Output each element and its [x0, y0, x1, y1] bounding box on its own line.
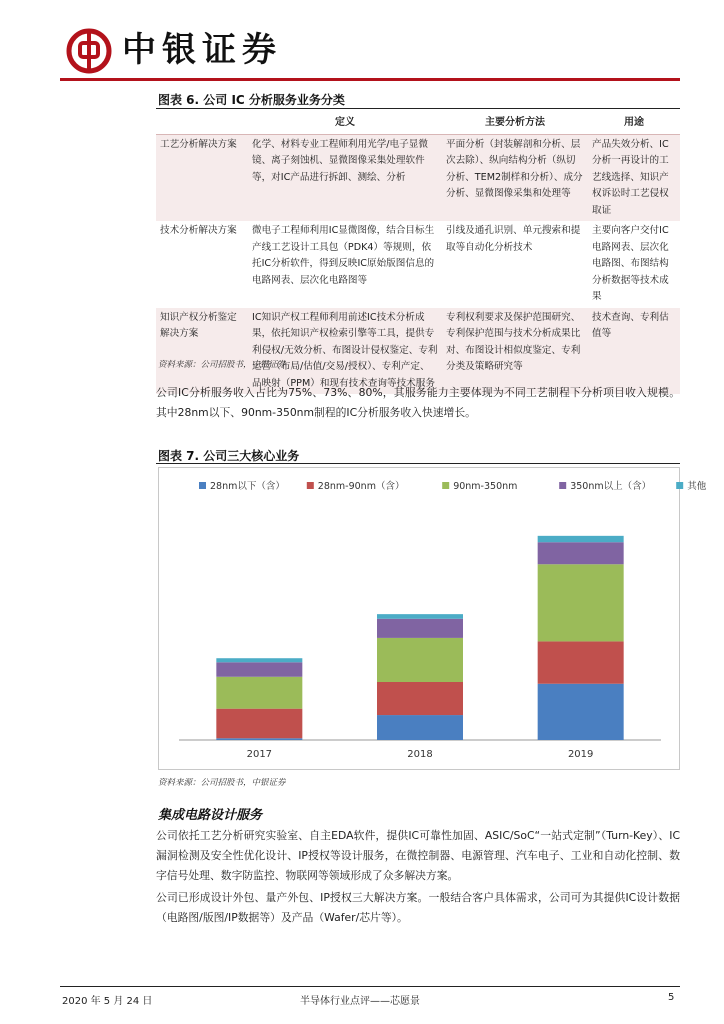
bar-segment	[216, 738, 302, 740]
section-heading: 集成电路设计服务	[158, 808, 263, 823]
body-paragraph: 公司IC分析服务收入占比为75%、73%、80%，其服务能力主要体现为不同工艺制程下分析项目收入规模。其中28nm以下、90nm-350nm制程的IC分析服务收入快速增长。	[156, 386, 680, 419]
row-usage: 产品失效分析、IC分析一再设计的工艺线选择、知识产权诉讼时工艺侵权取证	[588, 134, 680, 221]
bar-segment	[216, 709, 302, 739]
section-paragraph: 公司已形成设计外包、量产外包、IP授权三大解决方案。一般结合客户具体需求，公司可为其提供IC设计数据（电路图/版图/IP数据等）及产品（Wafer/芯片等）。	[156, 891, 680, 924]
row-definition: 微电子工程师利用IC显微图像，结合目标生产线工艺设计工具包（PDK4）等规则，依托IC分析软件，得到反映IC原始版图信息的电路网表、层次化电路图等	[252, 225, 435, 286]
x-tick-label: 2018	[407, 749, 433, 760]
row-definition: IC知识产权工程师利用前述IC技术分析成果，依托知识产权检索引擎等工具，提供专利侵权/无效分析、布图设计侵权鉴定、专利运营（布局/估值/交易/授权）、专利产定、品映射（PPM）和现有技术查询等技术服务	[248, 308, 442, 395]
bar-segment	[377, 638, 463, 682]
bar-segment	[377, 614, 463, 619]
bar-segment	[377, 682, 463, 715]
figure7-rule	[156, 463, 680, 464]
figure7-title: 图表 7. 公司三大核心业务	[158, 449, 300, 463]
legend-label: 其他	[687, 481, 707, 492]
footer-date: 2020 年 5 月 24 日	[62, 996, 153, 1007]
legend-label: 28nm-90nm（含）	[317, 481, 405, 492]
figure6-title: 图表 6. 公司 IC 分析服务业务分类	[158, 93, 345, 107]
bar-segment	[216, 677, 302, 709]
row-usage: 技术查询、专利估值等	[588, 308, 680, 395]
row-definition: 化学、材料专业工程师利用光学/电子显微镜、离子刻蚀机、显微图像采集处理软件等，对IC产品进行拆卸、测绘、分析	[248, 134, 442, 221]
bar-segment	[216, 662, 302, 677]
bar-segment	[216, 658, 302, 662]
legend-swatch	[307, 482, 314, 489]
table-header-row	[156, 112, 680, 134]
row-name: 技术分析解决方案	[160, 225, 237, 236]
table-row	[156, 221, 680, 308]
bar-segment	[538, 684, 624, 740]
chart-svg	[159, 468, 707, 771]
table-header-cell: 用途	[588, 112, 680, 134]
figure7-source: 资料来源：公司招股书，中银证券	[158, 778, 286, 788]
row-methods: 引线及通孔识别、单元搜索和提取等自动化分析技术	[446, 225, 581, 253]
bar-segment	[538, 641, 624, 683]
section-paragraph: 公司依托工艺分析研究实验室、自主EDA软件，提供IC可靠性加固、ASIC/SoC“一站式定制”（Turn-Key）、IC漏洞检测及安全性优化设计、IP授权等设计服务，在微控制器、电源管理、汽车电子、工业和自动化控制、数字信号处理、数字防监控、物联网等领域形成了众多解决方案。	[156, 829, 680, 882]
table-header-cell	[156, 112, 248, 134]
table-header-cell: 定义	[248, 112, 442, 134]
bank-logo-icon	[66, 28, 112, 78]
bar-segment	[538, 536, 624, 542]
row-name: 知识产权分析鉴定解决方案	[156, 308, 248, 395]
row-methods: 专利权利要求及保护范围研究、专利保护范围与技术分析成果比对、布图设计相似度鉴定、专利分类及策略研究等	[442, 308, 588, 395]
logo-text: 中银证券	[122, 30, 282, 70]
row-methods: 平面分析（封装解剖和分析、层次去除）、纵向结构分析（纵切分析、TEM2制样和分析）、成分分析、显微图像采集和处理等	[442, 134, 588, 221]
table-row	[156, 134, 680, 221]
header-rule	[60, 78, 680, 81]
x-tick-label: 2019	[567, 749, 594, 760]
footer-rule	[60, 986, 680, 987]
legend-label: 28nm以下（含）	[210, 481, 285, 492]
legend-swatch	[559, 482, 566, 489]
table-header-cell: 主要分析方法	[442, 112, 588, 134]
legend-label: 350nm以上（含）	[570, 481, 652, 492]
figure6-rule	[156, 108, 680, 109]
bar-segment	[377, 715, 463, 740]
report-header	[60, 26, 680, 76]
x-tick-label: 2017	[246, 749, 273, 760]
figure6-source: 资料来源：公司招股书，中银证券	[158, 360, 286, 370]
legend-swatch	[442, 482, 449, 489]
bar-segment	[377, 619, 463, 638]
legend-label: 90nm-350nm	[453, 481, 518, 492]
row-name: 工艺分析解决方案	[156, 134, 248, 221]
legend-swatch	[676, 482, 683, 489]
row-usage: 主要向客户交付IC电路网表、层次化电路图、布图结构分析数据等技术成果	[592, 225, 669, 302]
bar-segment	[538, 542, 624, 564]
page-number: 5	[668, 992, 675, 1003]
bar-segment	[538, 564, 624, 641]
ic-service-table	[156, 112, 680, 394]
legend-swatch	[199, 482, 206, 489]
footer-title: 半导体行业点评——芯愿景	[300, 996, 420, 1007]
table-row	[156, 308, 680, 395]
stacked-bar-chart	[158, 467, 707, 770]
